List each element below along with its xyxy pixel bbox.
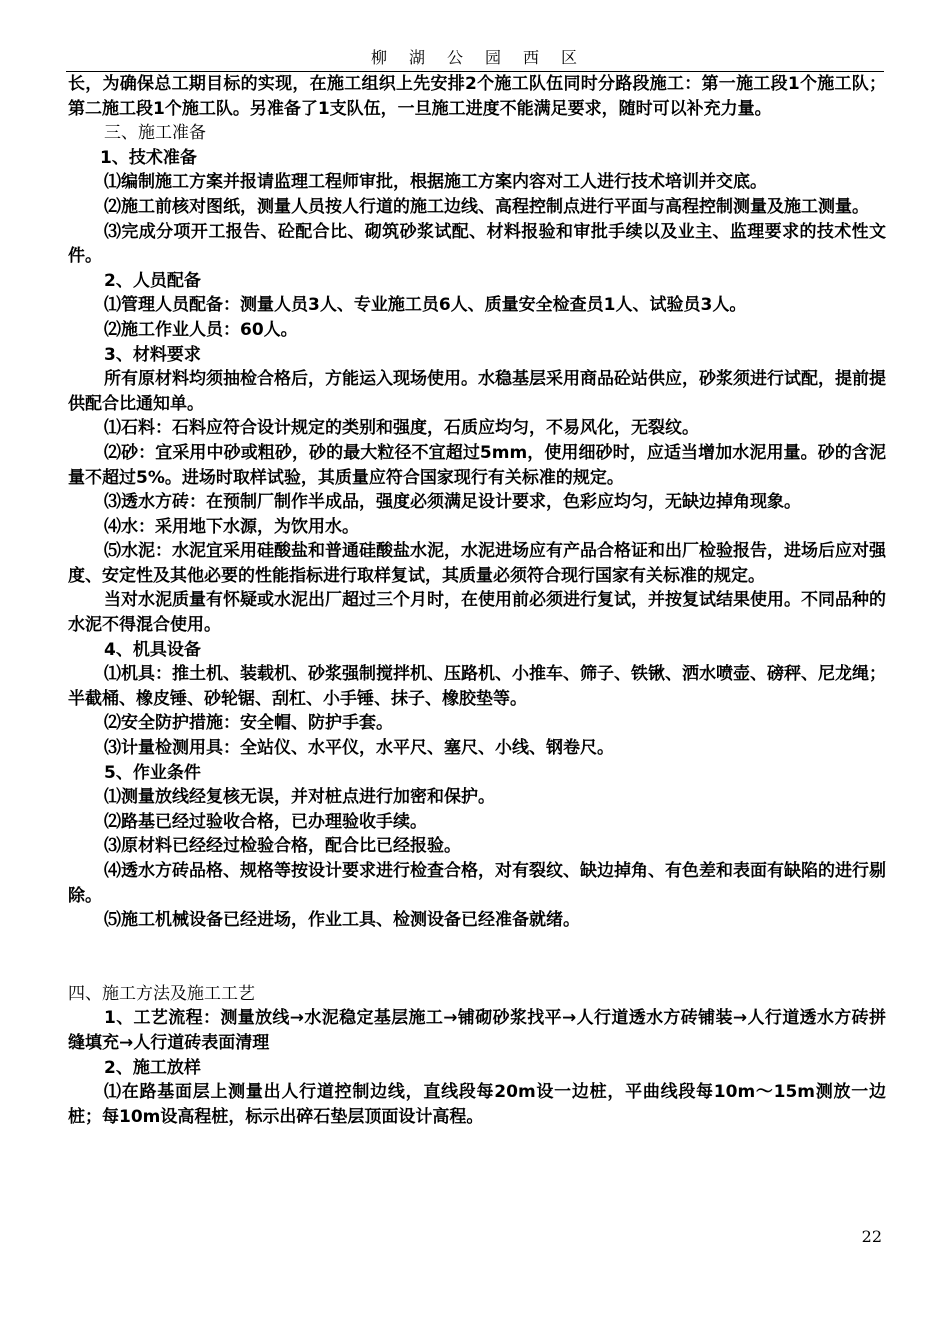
list-item: ⑶完成分项开工报告、砼配合比、砌筑砂浆试配、材料报验和审批手续以及业主、监理要求的技术性文件。 — [68, 221, 886, 267]
list-item: ⑵施工前核对图纸，测量人员按人行道的施工边线、高程控制点进行平面与高程控制测量及施工测量。 — [104, 196, 869, 217]
list-item: ⑵路基已经过验收合格，已办理验收手续。 — [104, 811, 427, 832]
list-item: ⑸施工机械设备已经进场，作业工具、检测设备已经准备就绪。 — [104, 910, 580, 931]
running-header-title: 柳湖公园西区 — [370, 48, 599, 67]
subheading-material-requirements: 3、材料要求 — [104, 344, 201, 365]
list-item: ⑵砂：宜采用中砂或粗砂，砂的最大粒径不宜超过5mm，使用细砂时，应适当增加水泥用量。砂的含泥量不超过5%。进场时取样试验，其质量应符合国家现行有关标准的规定。 — [68, 442, 886, 488]
subheading-working-conditions: 5、作业条件 — [104, 762, 201, 783]
list-item: ⑴在路基面层上测量出人行道控制边线，直线段每20m设一边桩，平曲线段每10m～15m测放一边桩；每10m设高程桩，标示出碎石垫层顶面设计高程。 — [68, 1082, 886, 1127]
section-heading-construction-preparation: 三、施工准备 — [104, 123, 206, 144]
subheading-technical-preparation: 1、技术准备 — [100, 147, 197, 168]
list-item: ⑶透水方砖：在预制厂制作半成品，强度必须满足设计要求，色彩应均匀，无缺边掉角现象。 — [104, 492, 801, 513]
list-item: ⑷水：采用地下水源，为饮用水。 — [104, 516, 359, 537]
list-item: ⑴石料：石料应符合设计规定的类别和强度，石质应均匀，不易风化，无裂纹。 — [104, 418, 699, 439]
list-item: ⑴机具：推土机、装载机、砂浆强制搅拌机、压路机、小推车、筛子、铁锹、洒水喷壶、磅秤、尼龙绳；半截桶、橡皮锤、砂轮锯、刮杠、小手锤、抹子、橡胶垫等。 — [68, 664, 886, 709]
subheading-equipment: 4、机具设备 — [104, 639, 201, 660]
list-item: ⑶计量检测用具：全站仪、水平仪，水平尺、塞尺、小线、钢卷尺。 — [104, 738, 614, 759]
list-item: ⑴测量放线经复核无误，并对桩点进行加密和保护。 — [104, 787, 495, 808]
list-item: ⑴编制施工方案并报请监理工程师审批，根据施工方案内容对工人进行技术培训并交底。 — [104, 172, 767, 193]
subheading-construction-layout: 2、施工放样 — [104, 1057, 201, 1078]
page-number: 22 — [861, 1227, 882, 1246]
subheading-staffing: 2、人员配备 — [104, 270, 201, 291]
paragraph: 当对水泥质量有怀疑或水泥出厂超过三个月时，在使用前必须进行复试，并按复试结果使用。不同品种的水泥不得混合使用。 — [68, 590, 886, 636]
document-body — [68, 72, 886, 1129]
section-spacer — [68, 933, 886, 982]
list-item: ⑷透水方砖品格、规格等按设计要求进行检查合格，对有裂纹、缺边掉角、有色差和表面有缺陷的进行剔除。 — [68, 861, 886, 906]
paragraph: 所有原材料均须抽检合格后，方能运入现场使用。水稳基层采用商品砼站供应，砂浆须进行试配，提前提供配合比通知单。 — [68, 369, 886, 414]
list-item: ⑵安全防护措施：安全帽、防护手套。 — [104, 713, 393, 734]
list-item: ⑴管理人员配备：测量人员3人、专业施工员6人、质量安全检查员1人、试验员3人。 — [104, 295, 747, 316]
list-item: ⑶原材料已经经过检验合格，配合比已经报验。 — [104, 836, 461, 857]
list-item: 1、工艺流程：测量放线→水泥稳定基层施工→铺砌砂浆找平→人行道透水方砖铺装→人行道透水方砖拼缝填充→人行道砖表面清理 — [68, 1008, 886, 1053]
list-item: ⑸水泥：水泥宜采用硅酸盐和普通硅酸盐水泥，水泥进场应有产品合格证和出厂检验报告，进场后应对强度、安定性及其他必要的性能指标进行取样复试，其质量必须符合现行国家有关标准的规定。 — [68, 541, 886, 586]
paragraph-continuation: 长，为确保总工期目标的实现，在施工组织上先安排2个施工队伍同时分路段施工：第一施工段1个施工队；第二施工段1个施工队。另准备了1支队伍，一旦施工进度不能满足要求，随时可以补充力量。 — [68, 74, 886, 119]
list-item: ⑵施工作业人员：60人。 — [104, 319, 298, 340]
section-heading-construction-methods: 四、施工方法及施工工艺 — [68, 983, 255, 1004]
